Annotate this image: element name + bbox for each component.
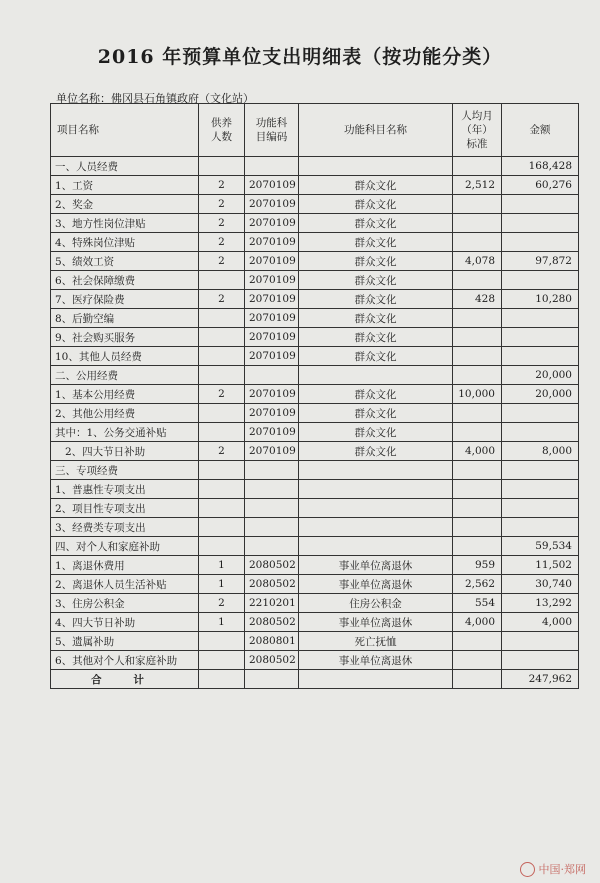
table-row [51, 214, 579, 233]
cell-people: 2 [199, 176, 245, 195]
header-code: 功能科 目编码 [245, 104, 299, 157]
cell-people [199, 157, 245, 176]
cell-name: 2、项目性专项支出 [51, 499, 199, 518]
cell-people [199, 404, 245, 423]
cell-people: 1 [199, 613, 245, 632]
header-func-name: 功能科目名称 [299, 104, 453, 157]
cell-func-name: 群众文化 [299, 385, 453, 404]
cell-name: 1、基本公用经费 [51, 385, 199, 404]
cell-amount: 30,740 [502, 575, 579, 594]
cell-code: 2070109 [245, 176, 299, 195]
cell-standard [453, 328, 502, 347]
cell-name: 9、社会购买服务 [51, 328, 199, 347]
table-row [51, 252, 579, 271]
cell-name: 2、四大节日补助 [51, 442, 199, 461]
cell-name: 1、工资 [51, 176, 199, 195]
cell-func-name [299, 366, 453, 385]
seal-icon [520, 862, 535, 877]
cell-func-name: 事业单位离退休 [299, 556, 453, 575]
cell-amount [502, 461, 579, 480]
cell-func-name: 群众文化 [299, 271, 453, 290]
cell-code: 2070109 [245, 290, 299, 309]
table-row [51, 480, 579, 499]
cell-func-name: 事业单位离退休 [299, 613, 453, 632]
cell-standard [453, 214, 502, 233]
cell-name: 四、对个人和家庭补助 [51, 537, 199, 556]
cell-func-name: 事业单位离退休 [299, 651, 453, 670]
cell-people: 2 [199, 233, 245, 252]
cell-code: 2070109 [245, 404, 299, 423]
cell-name: 2、奖金 [51, 195, 199, 214]
table-row [51, 499, 579, 518]
cell-standard [453, 404, 502, 423]
cell-standard: 959 [453, 556, 502, 575]
cell-people [199, 651, 245, 670]
cell-name: 5、遗属补助 [51, 632, 199, 651]
cell-standard: 10,000 [453, 385, 502, 404]
cell-amount [502, 518, 579, 537]
table-row [51, 423, 579, 442]
cell-people [199, 518, 245, 537]
cell-amount [502, 271, 579, 290]
table-row [51, 176, 579, 195]
cell-code [245, 480, 299, 499]
cell-standard [453, 651, 502, 670]
cell-name: 10、其他人员经费 [51, 347, 199, 366]
cell-people: 2 [199, 290, 245, 309]
cell-people [199, 328, 245, 347]
cell-func-name: 住房公积金 [299, 594, 453, 613]
cell-code [245, 366, 299, 385]
cell-name: 3、地方性岗位津贴 [51, 214, 199, 233]
cell-standard [453, 632, 502, 651]
cell-people: 2 [199, 195, 245, 214]
watermark: 中国·郑网 [520, 861, 587, 878]
cell-amount [502, 632, 579, 651]
cell-people [199, 537, 245, 556]
table-row [51, 290, 579, 309]
cell-code: 2070109 [245, 442, 299, 461]
cell-name: 6、社会保障缴费 [51, 271, 199, 290]
table-row [51, 271, 579, 290]
cell-func-name: 群众文化 [299, 252, 453, 271]
cell-code: 2080502 [245, 651, 299, 670]
cell-name: 2、其他公用经费 [51, 404, 199, 423]
header-row [51, 104, 579, 157]
cell-func-name: 事业单位离退休 [299, 575, 453, 594]
cell-people: 2 [199, 214, 245, 233]
cell-standard [453, 499, 502, 518]
cell-name: 1、离退休费用 [51, 556, 199, 575]
page-title: 2016 年预算单位支出明细表（按功能分类） [97, 46, 503, 68]
table-row [51, 328, 579, 347]
cell-standard [453, 309, 502, 328]
cell-code: 2070109 [245, 233, 299, 252]
cell-amount: 13,292 [502, 594, 579, 613]
cell-amount: 60,276 [502, 176, 579, 195]
cell-func-name: 群众文化 [299, 423, 453, 442]
table-row [51, 195, 579, 214]
cell-amount [502, 214, 579, 233]
header-standard: 人均月 （年） 标准 [453, 104, 502, 157]
table-row [51, 309, 579, 328]
cell-code: 2070109 [245, 309, 299, 328]
cell-people [199, 423, 245, 442]
cell-func-name: 群众文化 [299, 195, 453, 214]
cell-standard: 2,512 [453, 176, 502, 195]
cell-func-name [299, 461, 453, 480]
budget-table [50, 103, 579, 689]
table-row [51, 385, 579, 404]
cell-amount [502, 309, 579, 328]
cell-func-name [299, 499, 453, 518]
cell-func-name: 死亡抚恤 [299, 632, 453, 651]
cell-func-name [299, 518, 453, 537]
cell-people [199, 271, 245, 290]
table-row [51, 157, 579, 176]
cell-code: 2080502 [245, 575, 299, 594]
cell-people [199, 480, 245, 499]
cell-code [245, 499, 299, 518]
cell-standard [453, 157, 502, 176]
cell-standard [453, 347, 502, 366]
cell-name: 1、普惠性专项支出 [51, 480, 199, 499]
cell-standard: 554 [453, 594, 502, 613]
table-row [51, 518, 579, 537]
table-row [51, 651, 579, 670]
cell-name: 三、专项经费 [51, 461, 199, 480]
cell-code: 2070109 [245, 271, 299, 290]
cell-amount [502, 480, 579, 499]
cell-code: 2070109 [245, 252, 299, 271]
cell-code: 2070109 [245, 347, 299, 366]
cell-amount: 59,534 [502, 537, 579, 556]
cell-standard [453, 195, 502, 214]
table-row [51, 366, 579, 385]
cell-name: 一、人员经费 [51, 157, 199, 176]
cell-name: 8、后勤空编 [51, 309, 199, 328]
cell-func-name: 群众文化 [299, 347, 453, 366]
header-people: 供养 人数 [199, 104, 245, 157]
table-row [51, 233, 579, 252]
cell-amount [502, 347, 579, 366]
cell-people: 1 [199, 575, 245, 594]
cell-amount [502, 651, 579, 670]
cell-standard [453, 233, 502, 252]
cell-name: 4、四大节日补助 [51, 613, 199, 632]
cell-func-name: 群众文化 [299, 214, 453, 233]
cell-code [245, 518, 299, 537]
cell-people: 2 [199, 442, 245, 461]
cell-code: 2070109 [245, 385, 299, 404]
table-row [51, 613, 579, 632]
cell-standard: 428 [453, 290, 502, 309]
cell-standard: 4,000 [453, 613, 502, 632]
cell-amount [502, 328, 579, 347]
cell-standard: 4,078 [453, 252, 502, 271]
cell-code: 2080801 [245, 632, 299, 651]
cell-amount [502, 233, 579, 252]
cell-func-name: 群众文化 [299, 442, 453, 461]
cell-code [245, 157, 299, 176]
cell-amount [502, 195, 579, 214]
cell-func-name: 群众文化 [299, 233, 453, 252]
table-row [51, 537, 579, 556]
cell-people [199, 347, 245, 366]
cell-amount: 20,000 [502, 366, 579, 385]
cell-name: 5、绩效工资 [51, 252, 199, 271]
cell-func-name [299, 537, 453, 556]
cell-amount: 20,000 [502, 385, 579, 404]
cell-code: 2070109 [245, 423, 299, 442]
cell-amount: 8,000 [502, 442, 579, 461]
cell-amount: 97,872 [502, 252, 579, 271]
cell-name: 4、特殊岗位津贴 [51, 233, 199, 252]
cell-name: 二、公用经费 [51, 366, 199, 385]
table-row [51, 347, 579, 366]
cell-func-name: 群众文化 [299, 309, 453, 328]
cell-code [245, 537, 299, 556]
table-row [51, 461, 579, 480]
table-row [51, 594, 579, 613]
cell-amount: 4,000 [502, 613, 579, 632]
table-row [51, 632, 579, 651]
header-amount: 金额 [502, 104, 579, 157]
cell-people [199, 461, 245, 480]
cell-amount: 10,280 [502, 290, 579, 309]
cell-people [199, 309, 245, 328]
table-row [51, 556, 579, 575]
cell-amount [502, 423, 579, 442]
cell-func-name [299, 157, 453, 176]
cell-amount: 168,428 [502, 157, 579, 176]
cell-func-name: 群众文化 [299, 328, 453, 347]
total-amount: 247,962 [502, 670, 579, 689]
table-row [51, 442, 579, 461]
cell-standard [453, 461, 502, 480]
cell-name: 其中：1、公务交通补贴 [51, 423, 199, 442]
cell-code: 2080502 [245, 556, 299, 575]
cell-code: 2210201 [245, 594, 299, 613]
total-row [51, 670, 579, 689]
cell-people: 2 [199, 252, 245, 271]
cell-people: 2 [199, 594, 245, 613]
cell-amount [502, 499, 579, 518]
cell-people: 1 [199, 556, 245, 575]
cell-code: 2070109 [245, 328, 299, 347]
cell-name: 3、住房公积金 [51, 594, 199, 613]
cell-amount [502, 404, 579, 423]
cell-standard [453, 537, 502, 556]
cell-amount: 11,502 [502, 556, 579, 575]
cell-people [199, 632, 245, 651]
cell-standard [453, 366, 502, 385]
cell-name: 2、离退休人员生活补贴 [51, 575, 199, 594]
table-row [51, 404, 579, 423]
cell-func-name [299, 480, 453, 499]
cell-people [199, 366, 245, 385]
cell-func-name: 群众文化 [299, 290, 453, 309]
cell-standard [453, 480, 502, 499]
cell-code: 2070109 [245, 195, 299, 214]
cell-standard: 2,562 [453, 575, 502, 594]
cell-name: 6、其他对个人和家庭补助 [51, 651, 199, 670]
cell-standard [453, 518, 502, 537]
cell-people: 2 [199, 385, 245, 404]
cell-code [245, 461, 299, 480]
cell-code: 2070109 [245, 214, 299, 233]
unit-name: 单位名称：佛冈县石角镇政府（文化站） [56, 92, 254, 105]
cell-func-name: 群众文化 [299, 404, 453, 423]
total-label: 合 计 [51, 670, 199, 689]
cell-code: 2080502 [245, 613, 299, 632]
cell-func-name: 群众文化 [299, 176, 453, 195]
header-name: 项目名称 [51, 104, 199, 157]
cell-standard [453, 423, 502, 442]
cell-standard [453, 271, 502, 290]
cell-name: 7、医疗保险费 [51, 290, 199, 309]
table-row [51, 575, 579, 594]
cell-standard: 4,000 [453, 442, 502, 461]
cell-name: 3、经费类专项支出 [51, 518, 199, 537]
cell-people [199, 499, 245, 518]
